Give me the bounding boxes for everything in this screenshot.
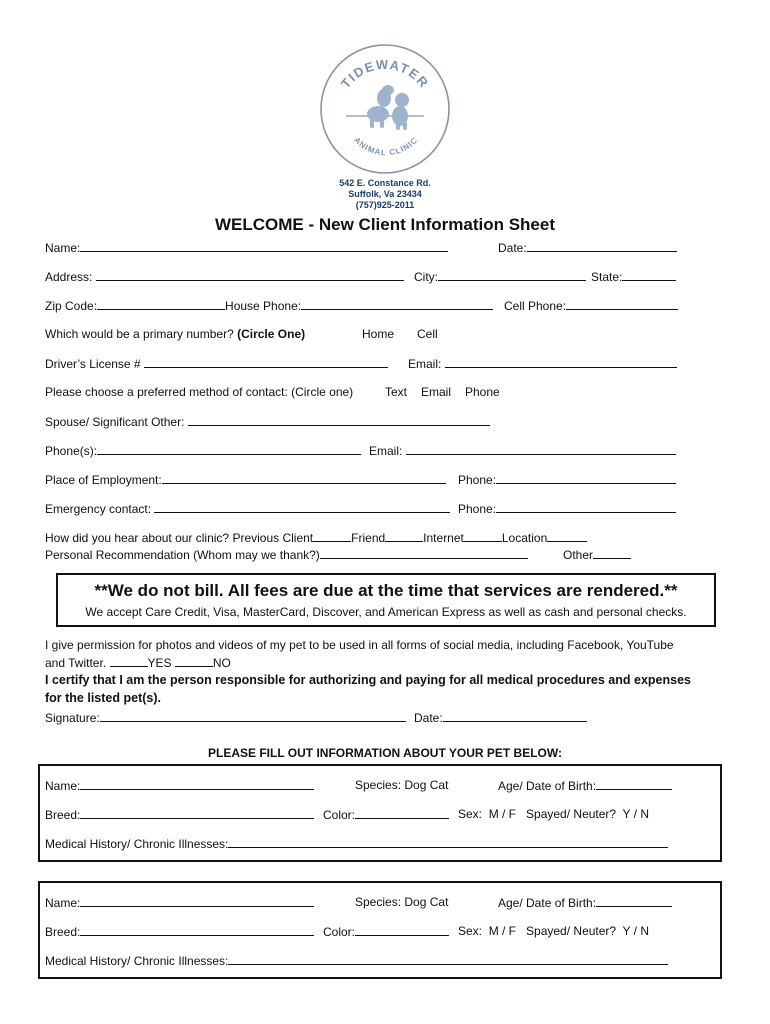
- clinic-address-line2: Suffolk, Va 23434: [348, 189, 422, 199]
- spouse-field[interactable]: [188, 414, 490, 426]
- phones-field[interactable]: [97, 443, 361, 455]
- address-label: Address:: [45, 270, 93, 284]
- employment-phone-field[interactable]: [496, 472, 676, 484]
- option-home[interactable]: Home: [362, 327, 395, 341]
- friend-label: Friend: [351, 531, 386, 545]
- date-field[interactable]: [527, 240, 677, 252]
- other-field[interactable]: [593, 547, 631, 559]
- pet-breed-label: Breed:: [45, 925, 81, 939]
- contact-method-question: Please choose a preferred method of contact: (Circle one): [45, 385, 354, 399]
- consent-no-label: NO: [212, 656, 231, 670]
- emergency-phone-label: Phone:: [458, 502, 497, 516]
- pet-color-label: Color:: [323, 808, 356, 822]
- city-field[interactable]: [438, 269, 586, 281]
- pet-name-field[interactable]: [80, 895, 314, 907]
- certify-line1: I certify that I am the person responsible for authorizing and paying for all medical procedures and expenses: [45, 673, 691, 687]
- pet-sex-label: Sex:: [458, 924, 483, 938]
- name-field[interactable]: [80, 240, 448, 252]
- option-cell[interactable]: Cell: [417, 327, 438, 341]
- zip-field[interactable]: [97, 298, 225, 310]
- city-label: City:: [414, 270, 438, 284]
- consent-no-field[interactable]: [175, 655, 213, 667]
- signature-date-label: Date:: [414, 711, 443, 725]
- species-option-cat[interactable]: Cat: [429, 778, 449, 792]
- pet-breed-field[interactable]: [80, 924, 314, 936]
- pet-age-field[interactable]: [596, 895, 672, 907]
- state-label: State:: [591, 270, 623, 284]
- consent-yes-label: YES: [147, 656, 172, 670]
- pet-name-field[interactable]: [80, 778, 314, 790]
- emergency-phone-field[interactable]: [496, 501, 676, 513]
- pet-age-label: Age/ Date of Birth:: [498, 896, 597, 910]
- pet-species-label: Species:: [355, 895, 402, 909]
- pet-color-label: Color:: [323, 925, 356, 939]
- pet-history-label: Medical History/ Chronic Illnesses:: [45, 954, 229, 968]
- phones-label: Phone(s):: [45, 444, 98, 458]
- pet-sex-options[interactable]: M / F: [488, 924, 517, 938]
- zip-label: Zip Code:: [45, 299, 98, 313]
- pet-age-field[interactable]: [596, 778, 672, 790]
- logo-bottom-text: ANIMAL CLINIC: [352, 135, 420, 158]
- billing-notice: [56, 573, 716, 627]
- species-option-dog[interactable]: Dog: [404, 895, 427, 909]
- previous-client-field[interactable]: [313, 530, 351, 542]
- other-label: Other: [563, 548, 594, 562]
- dogs-icon: [367, 85, 409, 130]
- date-label: Date:: [498, 241, 527, 255]
- certify-line2: for the listed pet(s).: [45, 691, 161, 705]
- option-email[interactable]: Email: [421, 385, 452, 399]
- location-label: Location: [501, 531, 548, 545]
- license-field[interactable]: [144, 356, 388, 368]
- signature-field[interactable]: [100, 710, 406, 722]
- address-field[interactable]: [96, 269, 404, 281]
- spouse-label: Spouse/ Significant Other:: [45, 415, 185, 429]
- pet-species-label: Species:: [355, 778, 402, 792]
- friend-field[interactable]: [385, 530, 423, 542]
- recommendation-field[interactable]: [320, 547, 528, 559]
- emergency-label: Emergency contact:: [45, 502, 152, 516]
- pet-color-field[interactable]: [355, 807, 449, 819]
- email2-field[interactable]: [406, 443, 676, 455]
- pets-heading: PLEASE FILL OUT INFORMATION ABOUT YOUR PET BELOW:: [208, 746, 562, 760]
- primary-number-question: Which would be a primary number?: [45, 327, 234, 341]
- pet-spayed-label: Spayed/ Neuter?: [526, 807, 617, 821]
- signature-label: Signature:: [45, 711, 100, 725]
- species-option-dog[interactable]: Dog: [404, 778, 427, 792]
- signature-date-field[interactable]: [443, 710, 587, 722]
- billing-payment-methods: We accept Care Credit, Visa, MasterCard, Discover, and American Express as well as cash and personal checks.: [85, 605, 687, 619]
- house-phone-field[interactable]: [301, 298, 493, 310]
- media-consent-line1: I give permission for photos and videos of my pet to be used in all forms of social media, including Facebook, YouTube: [45, 638, 674, 652]
- internet-field[interactable]: [464, 530, 502, 542]
- pet-breed-label: Breed:: [45, 808, 81, 822]
- clinic-address-line1: 542 E. Constance Rd.: [339, 178, 431, 188]
- pet-age-label: Age/ Date of Birth:: [498, 779, 597, 793]
- pet-sex-label: Sex:: [458, 807, 483, 821]
- media-consent-line2: and Twitter.: [45, 656, 107, 670]
- pet-box-2: [38, 881, 722, 979]
- svg-text:ANIMAL CLINIC: [352, 135, 419, 157]
- email-field[interactable]: [445, 356, 677, 368]
- clinic-logo: [318, 42, 452, 176]
- pet-name-label: Name:: [45, 896, 81, 910]
- pet-color-field[interactable]: [355, 924, 449, 936]
- pet-breed-field[interactable]: [80, 807, 314, 819]
- species-option-cat[interactable]: Cat: [429, 895, 449, 909]
- email2-label: Email:: [369, 444, 403, 458]
- pet-spayed-options[interactable]: Y / N: [622, 807, 650, 821]
- logo-top-text: TIDEWATER: [337, 56, 433, 92]
- cell-phone-label: Cell Phone:: [504, 299, 567, 313]
- consent-yes-field[interactable]: [110, 655, 148, 667]
- name-label: Name:: [45, 241, 81, 255]
- pet-box-1: [38, 764, 722, 862]
- pet-history-field[interactable]: [228, 836, 668, 848]
- pet-history-field[interactable]: [228, 953, 668, 965]
- recommendation-label: Personal Recommendation (Whom may we thank?): [45, 548, 320, 562]
- cell-phone-field[interactable]: [566, 298, 678, 310]
- house-phone-label: House Phone:: [225, 299, 302, 313]
- clinic-phone: (757)925-2011: [355, 200, 415, 210]
- internet-label: Internet: [423, 531, 464, 545]
- pet-name-label: Name:: [45, 779, 81, 793]
- employment-label: Place of Employment:: [45, 473, 162, 487]
- option-text[interactable]: Text: [385, 385, 408, 399]
- employment-field[interactable]: [162, 472, 446, 484]
- location-field[interactable]: [547, 530, 587, 542]
- emergency-field[interactable]: [154, 501, 450, 513]
- page-title: WELCOME - New Client Information Sheet: [214, 215, 555, 234]
- hear-question: How did you hear about our clinic? Previous Client: [45, 531, 314, 545]
- pet-sex-options[interactable]: M / F: [488, 807, 517, 821]
- circle-one-note: (Circle One): [237, 327, 306, 341]
- email-label: Email:: [408, 357, 442, 371]
- state-field[interactable]: [622, 269, 676, 281]
- license-label: Driver’s License #: [45, 357, 141, 371]
- billing-headline: **We do not bill. All fees are due at the time that services are rendered.**: [94, 581, 678, 600]
- pet-spayed-label: Spayed/ Neuter?: [526, 924, 617, 938]
- employment-phone-label: Phone:: [458, 473, 497, 487]
- pet-history-label: Medical History/ Chronic Illnesses:: [45, 837, 229, 851]
- pet-spayed-options[interactable]: Y / N: [622, 924, 650, 938]
- option-phone[interactable]: Phone: [465, 385, 500, 399]
